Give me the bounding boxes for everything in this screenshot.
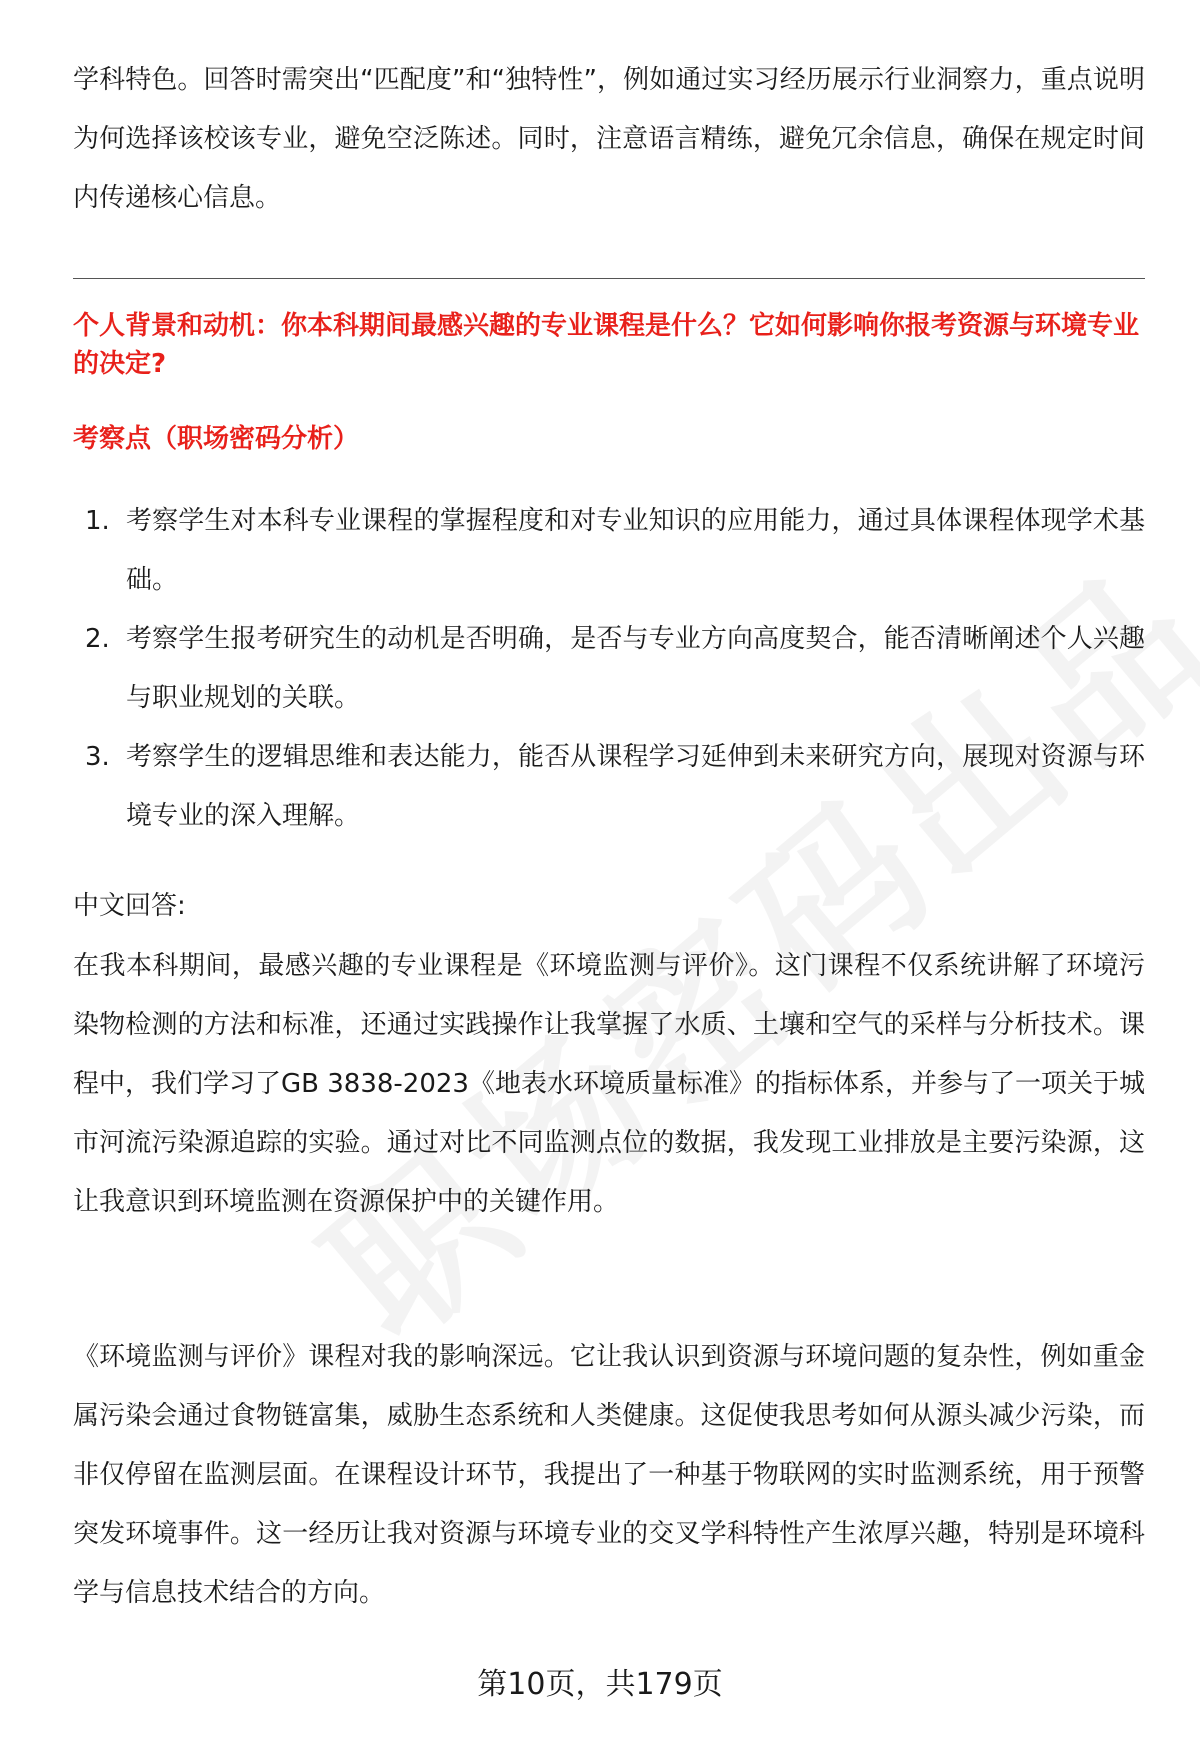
answer-paragraph: 《环境监测与评价》课程对我的影响深远。它让我认识到资源与环境问题的复杂性，例如重金属污染会通过食物链富集，威胁生态系统和人类健康。这促使我思考如何从源头减少污染，而非仅停留在监测层面。在课程设计环节，我提出了一种基于物联网的实时监测系统，用于预警突发环境事件。这一经历让我对资源与环境专业的交叉学科特性产生浓厚兴趣，特别是环境科学与信息技术结合的方向。: [73, 1342, 1145, 1608]
list-item: [73, 728, 1145, 846]
list-item-text: 考察学生对本科专业课程的掌握程度和对专业知识的应用能力，通过具体课程体现学术基础。: [126, 506, 1145, 595]
intro-paragraph: 学科特色。回答时需突出“匹配度”和“独特性”，例如通过实习经历展示行业洞察力，重点说明为何选择该校该专业，避免空泛陈述。同时，注意语言精练，避免冗余信息，确保在规定时间内传递核心信息。: [73, 65, 1145, 213]
assessment-heading: 考察点（职场密码分析）: [73, 424, 360, 454]
list-item-text: 考察学生的逻辑思维和表达能力，能否从课程学习延伸到未来研究方向，展现对资源与环境专业的深入理解。: [126, 742, 1145, 831]
answer-paragraph: 在我本科期间，最感兴趣的专业课程是《环境监测与评价》。这门课程不仅系统讲解了环境污染物检测的方法和标准，还通过实践操作让我掌握了水质、土壤和空气的采样与分析技术。课程中，我们学习了GB 3838-2023《地表水环境质量标准》的指标体系，并参与了一项关于城市河流污染源追踪的实验。通过对比不同监测点位的数据，我发现工业排放是主要污染源，这让我意识到环境监测在资源保护中的关键作用。: [73, 951, 1145, 1217]
list-number: 1.: [85, 506, 110, 536]
question-heading: 个人背景和动机：你本科期间最感兴趣的专业课程是什么？它如何影响你报考资源与环境专业的决定?: [73, 311, 1140, 379]
list-item-text: 考察学生报考研究生的动机是否明确，是否与专业方向高度契合，能否清晰阐述个人兴趣与职业规划的关联。: [126, 624, 1145, 713]
list-item: [73, 492, 1145, 610]
section-divider: [73, 278, 1145, 279]
list-item: [73, 610, 1145, 728]
list-number: 2.: [85, 624, 110, 654]
list-number: 3.: [85, 742, 110, 772]
answer-label: 中文回答:: [73, 891, 186, 921]
page-footer: 第10页，共179页: [477, 1667, 723, 1702]
assessment-list: [73, 492, 1145, 846]
